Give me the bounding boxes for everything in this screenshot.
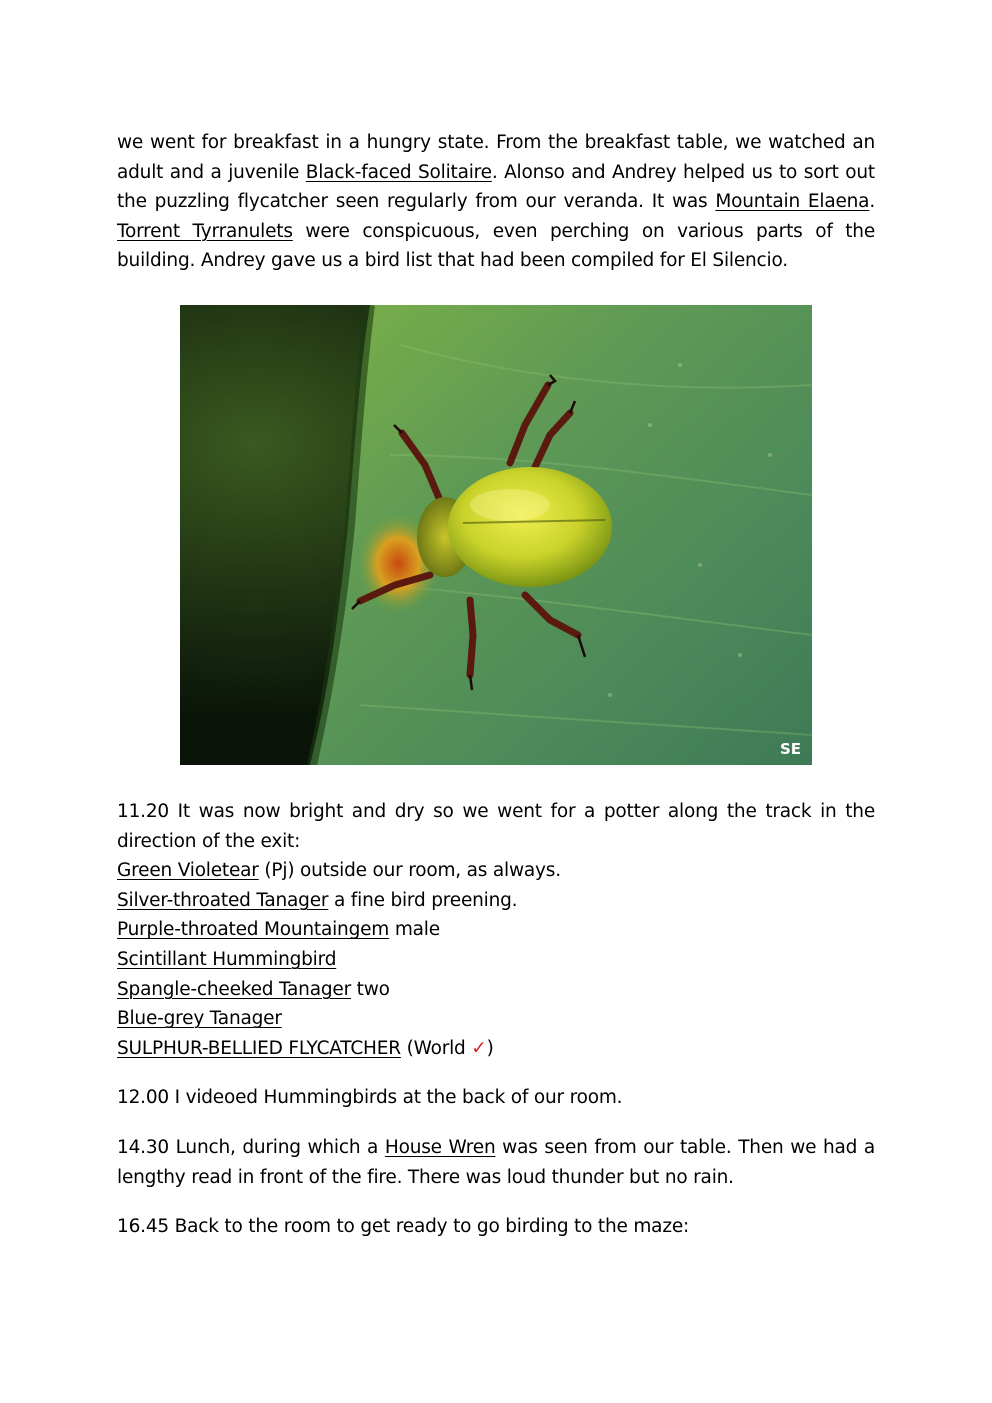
sighting-item: [117, 856, 875, 886]
bird-name: Blue-grey Tanager: [117, 1008, 282, 1030]
entry-1430: [117, 1133, 875, 1192]
beetle-on-leaf-image: [180, 305, 812, 765]
text-span: 14.30 Lunch, during which a: [117, 1137, 385, 1158]
text-span: (World: [400, 1037, 472, 1059]
bird-name-sulphur-bellied-flycatcher: SULPHUR-BELLIED FLYCATCHER: [117, 1037, 401, 1059]
entry-1645: 16.45 Back to the room to get ready to go birding to the maze:: [117, 1216, 690, 1237]
sighting-note: male: [389, 919, 440, 941]
bird-name: Green Violetear: [117, 860, 259, 882]
photo-credit: SE: [779, 740, 801, 758]
beetle-photo: [180, 305, 812, 765]
sighting-item: [117, 945, 875, 975]
text-span: was seen from our table. Then we had a lengthy read in front of the fire. There was loud thunder but no rain.: [117, 1137, 876, 1188]
section-1120: [117, 797, 875, 1063]
checkmark-icon: ✓: [471, 1037, 487, 1059]
sighting-item: [117, 1004, 875, 1034]
sighting-special: [117, 1034, 875, 1064]
bird-name-torrent-tyrranulets: Torrent Tyrranulets: [117, 220, 293, 242]
paragraph-breakfast: [117, 128, 875, 276]
sighting-item: [117, 975, 875, 1005]
entry-1120-intro: 11.20 It was now bright and dry so we went for a potter along the track in the direction of the exit:: [117, 801, 875, 852]
sighting-item: [117, 915, 875, 945]
text-span: ): [486, 1037, 494, 1059]
bird-name: Silver-throated Tanager: [117, 889, 329, 911]
sighting-item: [117, 886, 875, 916]
text-span: . Alonso and Andrey helped us to sort out the puzzling flycatcher seen regularly from our veranda. It was: [117, 161, 875, 213]
bird-name-mountain-elaena: Mountain Elaena: [715, 191, 870, 213]
entry-1200: 12.00 I videoed Hummingbirds at the back of our room.: [117, 1087, 623, 1108]
bird-name-black-faced-solitaire: Black-faced Solitaire: [305, 161, 492, 183]
bird-name: Scintillant Hummingbird: [117, 948, 337, 970]
sightings-list: [117, 856, 875, 1034]
bird-name: Purple-throated Mountaingem: [117, 919, 390, 941]
text-span: were conspicuous, even perching on various parts of the building. Andrey gave us a bird list that had been compiled for El Silencio.: [117, 220, 876, 272]
sighting-note: two: [350, 978, 390, 1000]
sighting-note: a fine bird preening.: [328, 889, 518, 911]
sighting-note: (Pj) outside our room, as always.: [258, 860, 561, 882]
bird-name: Spangle-cheeked Tanager: [117, 978, 351, 1000]
bird-name-house-wren: House Wren: [384, 1137, 496, 1158]
text-span: .: [869, 191, 875, 213]
text-span: we went for breakfast in a hungry state. From the breakfast table, we watched an adult and a juvenile: [117, 132, 875, 183]
